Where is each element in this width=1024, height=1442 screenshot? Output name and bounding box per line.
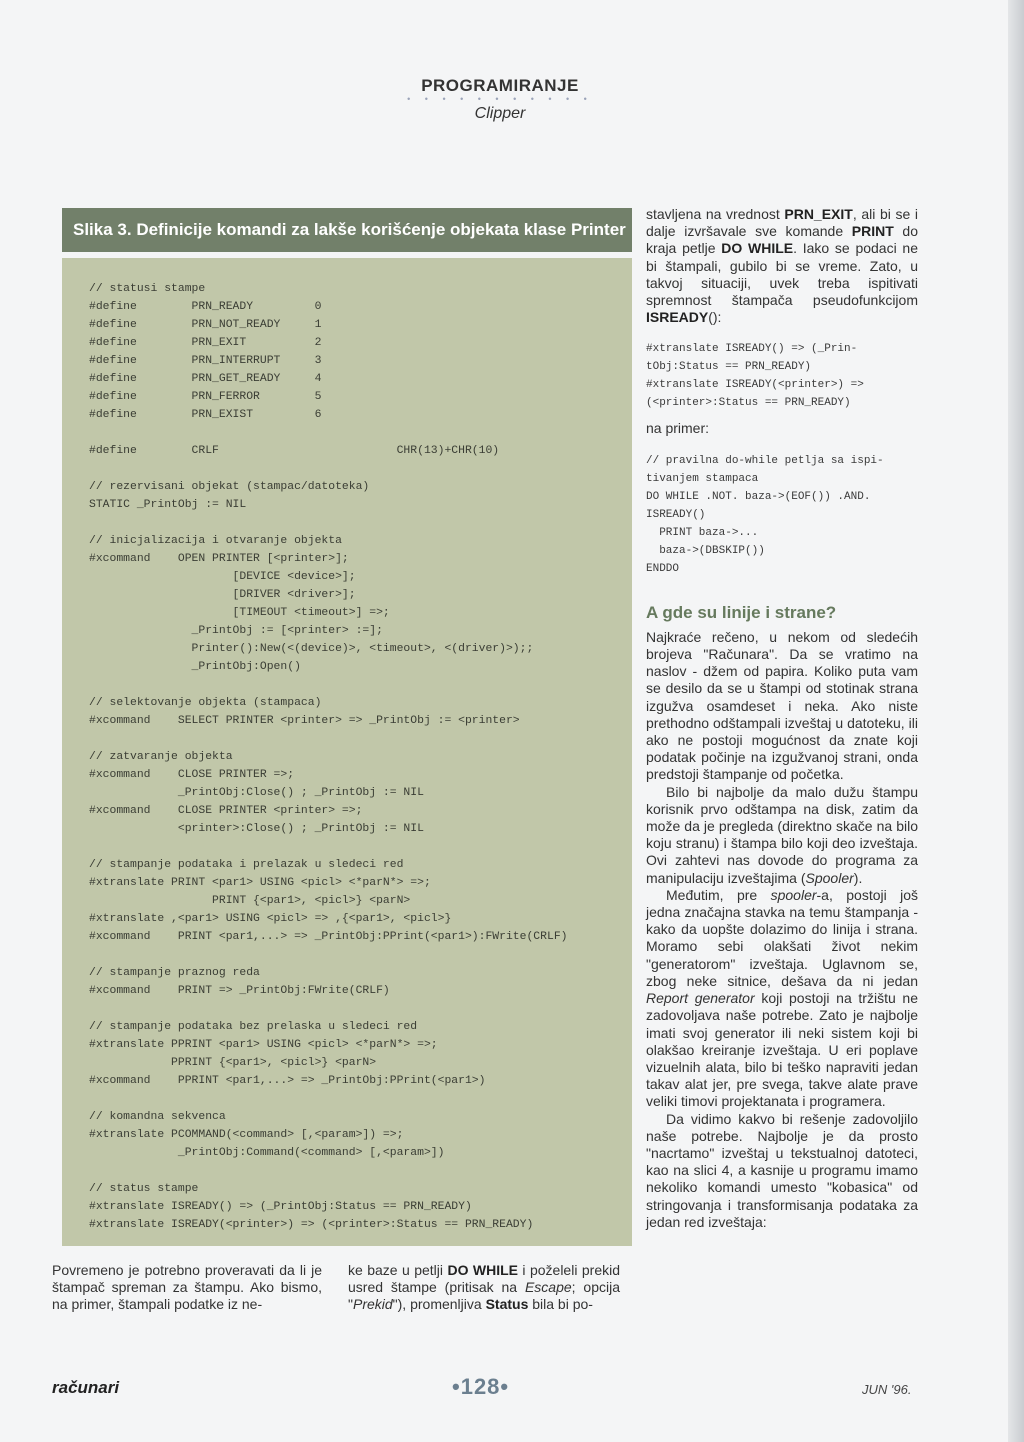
text-run: "), promenljiva — [392, 1296, 486, 1313]
code-snippet: #xtranslate ISREADY() => (_Prin- tObj:Status == PRN_READY) #xtranslate ISREADY(<printer>) => (<printer>:Status == PRN_READY) — [646, 343, 864, 410]
issue-date: JUN '96. — [862, 1382, 912, 1397]
show-through-text-bottom — [340, 1330, 980, 1430]
text-run: ). — [853, 869, 863, 886]
paragraph: Povremeno je potrebno proveravati da li je štampač spreman za štampu. Ako bismo, na primer, štampali podatke iz ne- — [52, 1262, 322, 1313]
emphasis: Spooler — [805, 869, 854, 886]
paragraph — [646, 887, 918, 1111]
page-number: •128• — [452, 1374, 510, 1399]
text-run: stavljena na vrednost — [646, 206, 785, 222]
emphasis: Escape — [524, 1279, 572, 1296]
text-run: koji postoji na tržištu ne zadovoljava naše potrebe. Zato je najbolje imati svoj generator ili neki sistem koji bi olakšao kreiranje izveštaja. U eri poplave vizuelnih alata, bilo bi teško napraviti jedan takav alat jer, pre svega, takve alate prave veliki timovi projektanata i programera. — [646, 990, 919, 1110]
text-run: Bilo bi najbolje da malo dužu štampu korisnik prvo odštampa na disk, zatim da može da je pregleda (direktno skače na bilo koju stranu) i štampa bilo koji deo izveštaja. Ovi zahtevi nas dovode do programa za manipulaciju izveštajima ( — [646, 783, 918, 886]
paragraph: Da vidimo kakvo bi rešenje zadovoljilo naše potrebe. Najbolje je da prosto "nacrtamo" izveštaj u tekstualnoj datoteci, kao na slici 4, a kasnije u programu imamo nekoliko komandi umesto "kobasica" od stringovanja i transformisanja podataka za jedan red izveštaja: — [646, 1110, 918, 1230]
emphasis: Report generator — [646, 990, 755, 1007]
text-run: . Iako se podaci ne bi štampali, gubilo bi se vreme. Zato, u takvoj situaciji, uvek treba ispitivati spremnost štampača pseudofunkcijom — [646, 240, 919, 309]
text-run: i poželeli prekid usred štampe (pritisak na — [348, 1262, 621, 1296]
column-2-text — [348, 1262, 620, 1314]
column-3-text — [646, 206, 918, 1231]
text-run: (): — [708, 309, 722, 326]
figure-caption: Slika 3. Definicije komandi za lakše korišćenje objekata klase Printer — [62, 208, 632, 252]
page-edge — [1008, 0, 1024, 1442]
keyword: DO WHILE — [447, 1262, 518, 1278]
text-run: , ali bi se i dalje izvršavale sve komande — [646, 206, 918, 240]
keyword: ISREADY — [646, 309, 709, 326]
column-1-text — [52, 1262, 322, 1314]
code-listing-box — [62, 258, 632, 1246]
keyword: DO WHILE — [721, 240, 794, 257]
text-run: -a, postoji još jedna značajna stavka na temu štampanja - kako da uopšte dolazimo do linija i strana. Moramo sebi olakšati život nekim "generatorom" izveštaja. Uglavnom se, zbog neke sitnice, dešava da ni jedan — [646, 886, 918, 989]
paragraph: Najkraće rečeno, u nekom od sledećih brojeva "Računara". Da se vratimo na naslov - džem od papira. Koliko puta vam se desilo da se u štampi od stotinak strana izgužva osamdeset i neka. Ako niste prethodno odštampali izveštaj u datoteku, ili ako ne postoji mogućnost da znate koji podatak počinje na izgužvanoj strani, onda predstoji štampanje od početka. — [646, 628, 918, 783]
paragraph — [348, 1262, 620, 1314]
paragraph — [646, 784, 918, 887]
text-run: do kraja petlje — [646, 223, 918, 257]
code-listing: // statusi stampe #define PRN_READY 0 #define PRN_NOT_READY 1 #define PRN_EXIT 2 #define PRN_INTERRUPT 3 #define PRN_GET_READY 4 #define PRN_FERROR 5 #define PRN_EXIST 6 #define CRLF CHR(13)+CHR(10) // rezervisani objekat (stampac/datoteka) STATIC _PrintObj := NIL // inicjalizacija i otvaranje objekta #xcommand OPEN PRINTER [<printer>]; [DEVICE <device>]; [DRIVER <driver>]; [TIMEOUT <timeout>] =>; _PrintObj := [<printer> :=]; Printer():New(<(device)>, <timeout>, <(driver)>);; _PrintObj:Open() // selektovanje objekta (stampaca) #xcommand SELECT PRINTER <printer> => _PrintObj := <printer> // zatvaranje objekta #xcommand CLOSE PRINTER =>; _PrintObj:Close() ; _PrintObj := NIL #xcommand CLOSE PRINTER <printer> =>; <printer>:Close() ; _PrintObj := NIL // stampanje podataka i prelazak u sledeci red #xtranslate PRINT <par1> USING <picl> <*parN*> =>; PRINT {<par1>, <picl>} <parN> #xtranslate ,<par1> USING <picl> => ,{<par1>, <picl>} #xcommand PRINT <par1,...> => _PrintObj:PPrint(<par1>):FWrite(CRLF) // stampanje praznog reda #xcommand PRINT => _PrintObj:FWrite(CRLF) // stampanje podataka bez prelaska u sledeci red #xtranslate PPRINT <par1> USING <picl> <*parN*> =>; PPRINT {<par1>, <picl>} <parN> #xcommand PPRINT <par1,...> => _PrintObj:PPrint(<par1>) // komandna sekvenca #xtranslate PCOMMAND(<command> [,<param>]) =>; _PrintObj:Command(<command> [,<param>]) // status stampe #xtranslate ISREADY() => (_PrintObj:Status == PRN_READY) #xtranslate ISREADY(<printer>) => (<printer>:Status == PRN_READY) — [89, 283, 568, 1231]
show-through-text — [260, 30, 600, 220]
running-header — [330, 76, 670, 123]
subheading: A gde su linije i strane? — [646, 602, 837, 622]
text-run: ; opcija " — [348, 1279, 621, 1313]
keyword: PRINT — [851, 223, 894, 240]
paragraph: na primer: — [646, 420, 710, 437]
keyword: PRN_EXIT — [784, 206, 853, 222]
section-subtitle: Clipper — [474, 105, 526, 122]
code-snippet: // pravilna do-while petlja sa ispi- tivanjem stampaca DO WHILE .NOT. baza->(EOF()) .AND. ISREADY() PRINT baza->... baza->(DBSKIP()) ENDDO — [646, 454, 884, 575]
text-run: bila bi po- — [528, 1296, 593, 1313]
section-title: PROGRAMIRANJE — [421, 76, 579, 95]
keyword: Status — [485, 1296, 529, 1313]
emphasis: Prekid — [352, 1296, 393, 1313]
magazine-logo: računari — [52, 1378, 120, 1397]
text-run: ke baze u petlji — [348, 1262, 448, 1278]
text-run: Međutim, pre — [666, 886, 771, 903]
paragraph — [646, 206, 918, 326]
emphasis: spooler — [770, 886, 817, 903]
header-dots: • • • • • • • • • • • — [407, 94, 593, 104]
